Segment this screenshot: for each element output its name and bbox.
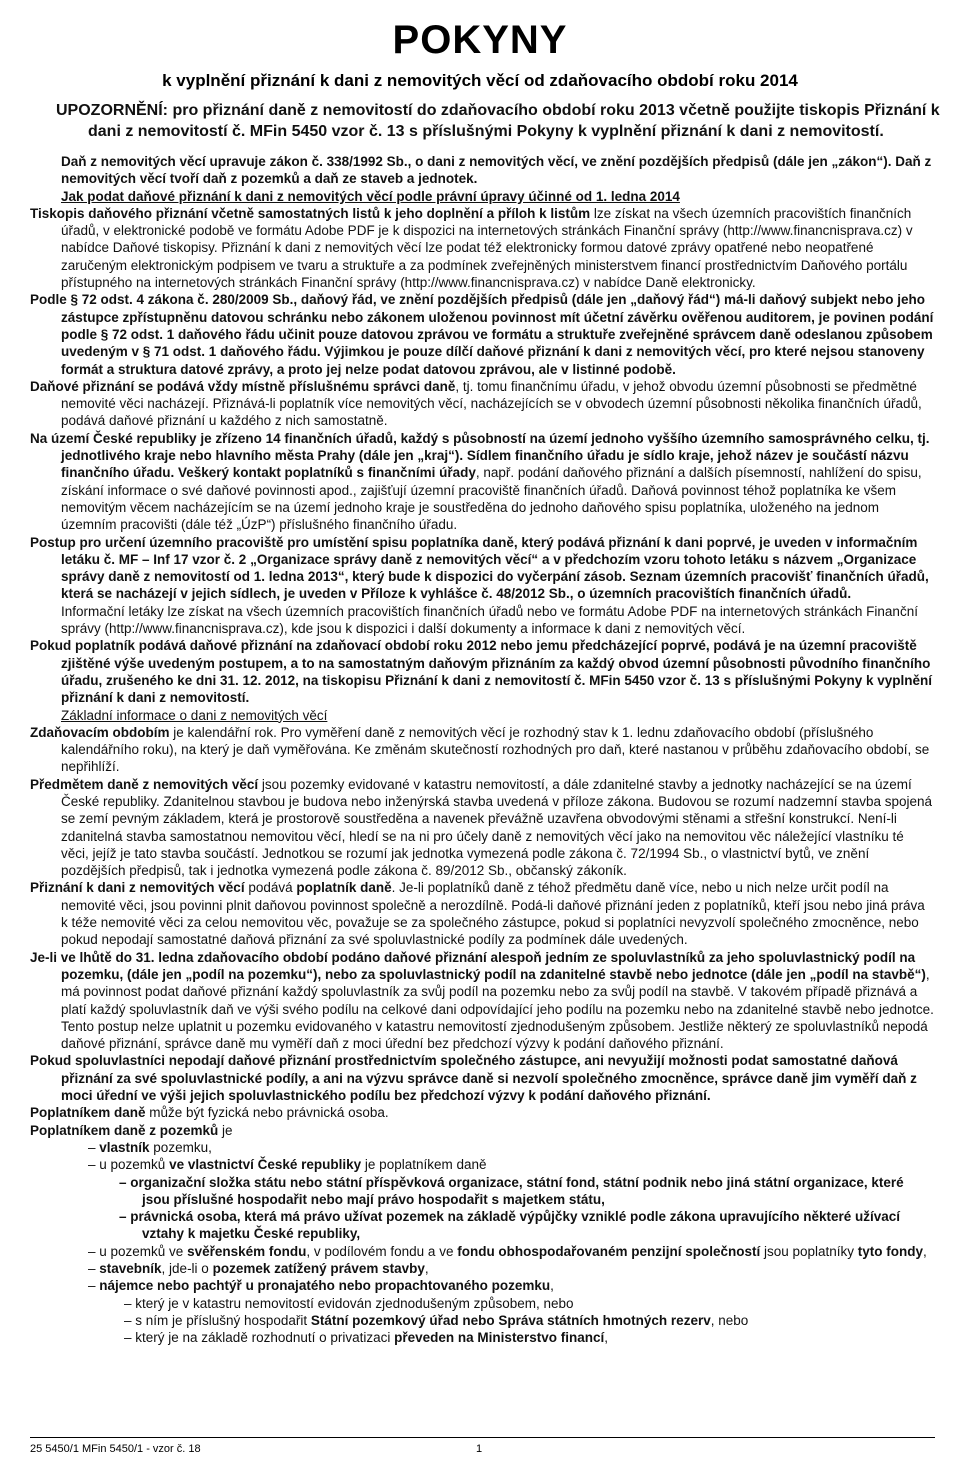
list-item-text: pozemku, [149,1139,212,1155]
list-item-text: , [424,1261,429,1276]
list-item-text: , [923,1243,927,1259]
list-item-text: , v podílovém fondu a ve [306,1243,458,1259]
paragraph-land-taxpayer [30,1122,935,1139]
form-code: 25 5450/1 MFin 5450/1 - vzor č. 18 [30,1443,201,1455]
paragraph-co-owners [30,949,935,1053]
warning-notice: UPOZORNĚNÍ: pro přiznání daně z nemovitostí do zdaňovacího období roku 2013 včetně použijte tiskopis Přiznání k dani z nemovitostí č. MFin 5450 vzor č. 13 s příslušnými Pokyny k vyplnění přiznání k dani z nemovitostí. [56,102,940,140]
paragraph-text: , např. podání daňového přiznání a dalších písemností, nahlížení do spisu, získání informace o své daňové povinnosti apod., zajišťují územní pracoviště finančních úřadů. Daňová povinnost téhož poplatníka ke všem nemovitým věcem nacházejícím se na území jednoho kraje je soustředěna do jednoho daňového spisu poplatníka, uloženého na jednom územním pracovišti (dále též „ÚzP“) příslušného finančního úřadu. [61,465,922,533]
bold-term: svěřenském fondu [187,1243,307,1259]
section-heading-basic-info [30,707,935,724]
intro-text: , o dani z nemovitých věcí, ve znění pozdějších předpisů (dále jen „zákon“). Daň z nemovitých věcí tvoří daň z pozemků a daň ze staveb a jednotek. [61,154,932,187]
document-body [30,153,935,1346]
paragraph-text: , má povinnost podat daňové přiznání každý spoluvlastník za svůj podíl na pozemku nebo za svůj podíl na stavbě. V takovém případě přiznává a platí každý spoluvlastník daň ve výši svého podílu na celkové dani odpovídající jeho podílu na pozemku nebo na zdanitelné stavbě nebo jednotce. Tento postup nelze uplatnit u pozemku evidovaného v katastru nemovitostí zjednodušeným způsobem. Jestliže některý ze spoluvlastníků nepodá daňové přiznání, správce daně mu vyměří daň z moci úřední bez předchozí výzvy k podání daňového přiznání. [61,966,934,1052]
list-item-text: organizační složka státu nebo státní příspěvková organizace, státní fond, státní podnik nebo jiná státní organizace, které jsou příslušné hospodařit nebo mají právo hospodařit s majetkem státu, [130,1174,904,1207]
paragraph-first-filing: Pokud poplatník podává daňové přiznání na zdaňovací období roku 2012 nebo jemu předcházející poprvé, podává je na územní pracoviště zjištěné výše uvedeným postupem, a to na samostatným daňovým přiznáním za každý obvod územní působnosti původního finančního úřadu, zrušeného ke dni 31. 12. 2012, na tiskopisu Přiznání k dani z nemovitostí č. MFin 5450 vzor č. 13 s příslušnými Pokyny k vyplnění přiznání k dani z nemovitostí. [30,638,933,706]
bold-lead: Zdaňovacím obdobím [30,724,170,740]
bold-lead: Podle § 72 odst. 4 zákona č. 280/2009 Sb. [30,292,294,308]
footer-divider [30,1437,935,1438]
paragraph-local-authority [30,378,935,430]
list-item: – u pozemků ve svěřenském fondu, v podílovém fondu a ve fondu obhospodařovaném penzijní společností jsou poplatníky tyto fondy, [88,1243,927,1259]
bold-term: nájemce nebo pachtýř u pronajatého nebo propachtovaného pozemku [99,1278,551,1294]
paragraph-tax-subject [30,776,935,880]
law-reference: Daň z nemovitých věcí upravuje zákon č. 338/1992 Sb. [61,154,408,169]
intro-paragraph [30,153,935,188]
paragraph-who-files [30,879,935,948]
list-item-text: , [550,1278,554,1294]
page-number: 1 [476,1443,483,1455]
list-item-text: právnická osoba, která má právo užívat pozemek na základě výpůjčky vzniklé podle zákona upravujícího některé užívací vztahy k majetku České republiky, [130,1209,901,1242]
list-subitem: – organizační složka státu nebo státní příspěvková organizace, státní fond, státní podnik nebo jiná státní organizace, které jsou příslušné hospodařit nebo mají právo hospodařit s majetkem státu, [119,1174,904,1207]
bold-term: tyto fondy [857,1243,924,1259]
list-item-text: je poplatníkem daně [361,1157,487,1173]
bold-term: pozemek zatížený právem stavby [212,1261,425,1276]
paragraph-text: podává [244,880,297,896]
bold-term: stavebník [99,1261,162,1276]
list-item-text: který je na základě rozhodnutí o privatizaci [135,1330,395,1346]
list-item-text: , jde-li o [161,1261,213,1276]
list-item-text: jsou poplatníky [760,1243,858,1259]
list-subitem: – právnická osoba, která má právo užívat pozemek na základě výpůjčky vzniklé podle zákona upravujícího některé užívací vztahy k majetku České republiky, [119,1209,901,1242]
page-subtitle: k vyplnění přiznání k dani z nemovitých věcí od zdaňovacího období roku 2014 [162,71,798,90]
paragraph-text: může být fyzická nebo právnická osoba. [145,1105,389,1121]
list-item-text: u pozemků [99,1157,170,1173]
paragraph-text: lze získat na všech územních pracovištích finančních úřadů, v elektronické podobě ve formátu Adobe PDF je k dispozici na internetových stránkách Finanční správy (http://www.financnisprava.cz) v nabídce Daňové tiskopisy. Přiznání k dani z nemovitých věcí lze podat též elektronicky formou datové zprávy opatřené nebo neopatřené zaručeným elektronickým podpisem ve tvaru a struktuře a za podmínek zveřejněných ministerstvem financí prostřednictvím Daňového portálu přístupného na internetových stránkách Finanční správy (http://www.financnisprava.cz) v nabídce Daně elektronicky. [61,205,913,291]
bold-lead: Postup pro určení územního pracoviště pro umístění spisu poplatníka daně, který podává přiznání k dani poprvé, je uveden v informačním letáku č. MF – Inf 17 vzor č. 2 „Organizace správy daně z nemovitých věcí“ a v předchozím vzoru tohoto letáku s názvem „Organizace správy daně z nemovitostí od 1. ledna 2013“, který bude k dispozici do vyčerpání zásob. Seznam územních pracovišť finančních úřadů, která se nacházejí v jejich sídlech, je uveden v Příloze k vyhlášce č. 48/2012 Sb., o územních pracovištích finančních úřadů. [30,534,929,602]
bold-lead: Na území České republiky je zřízeno 14 finančních úřadů, každý s působností na území jednoho vyššího územního samosprávného celku, tj. jednotlivého kraje nebo hlavního města Prahy (dále jen „kraj“). Sídlem finančního úřadu je sídlo kraje, jehož název je součástí názvu finančního úřadu. Veškerý kontakt poplatníků s finančními úřady [30,430,930,481]
paragraph-co-owners-default: Pokud spoluvlastníci nepodají daňové přiznání prostřednictvím společného zástupce, ani nevyužijí možnosti podat samostatné daňová přiznání za své spoluvlastnické podíly, a ani na výzvu správce daně si nezvolí společného zmocněnce, správce daně jim vyměří daň z moci úřední ve výši jejich spoluvlastnického podílu bez předchozí výzvy k podání daňového přiznání. [30,1053,917,1104]
paragraph-text: , tj. tomu finančnímu úřadu, v jehož obvodu územní působnosti se předmětné nemovité věci nacházejí. Přiznává-li poplatník více nemovitých věcí, nacházejících se v obvodech územní působnosti několika finančních úřadů, podává daňové přiznání u každého z nich samostatně. [61,378,922,429]
list-item-text: u pozemků ve [99,1243,188,1259]
bold-lead: Předmětem daně z nemovitých věcí [30,776,259,792]
paragraph-text: , daňový řád, ve znění pozdějších předpisů (dále jen „daňový řád“) má-li daňový subjekt nebo jeho zástupce zpřístupněnu datovou schránku nebo zákonem uloženou povinnost mít účetní závěrku ověřenou auditorem, je povinen podání podle § 72 odst. 1 daňového řádu učinit pouze datovou zprávou ve formátu a struktuře zveřejněné správcem daně odeslanou způsobem uvedeným v § 71 odst. 1 daňového řádu. Výjimkou je pouze dílčí daňové přiznání k dani z nemovitých věcí, pro které nejsou stanoveny formát a struktura datové zprávy, a proto jej nelze podat datovou zprávou, ale v listinné podobě. [61,292,934,377]
list-item-text: s ním je příslušný hospodařit [135,1312,311,1328]
list-item-text: který je v katastru nemovitostí evidován zjednodušeným způsobem, nebo [135,1295,574,1311]
paragraph-forms [30,205,935,291]
list-subitem: – který je v katastru nemovitostí evidován zjednodušeným způsobem, nebo [124,1295,574,1311]
bold-lead: Daňové přiznání se podává vždy místně příslušnému správci daně [30,378,456,394]
paragraph-tax-period [30,724,935,776]
bold-term: převeden na Ministerstvo financí [394,1330,605,1346]
paragraph-procedure [30,534,935,603]
bold-lead: Poplatníkem daně z pozemků [30,1122,219,1138]
paragraph-taxpayer [30,1104,935,1121]
page-title: POKYNY [392,18,568,62]
bold-lead: Je-li ve lhůtě do 31. ledna zdaňovacího období podáno daňové přiznání alespoň jedním ze spoluvlastníků za jeho spoluvlastnický podíl na pozemku, (dále jen „podíl na pozemku“), nebo za spoluvlastnický podíl na zdanitelné stavbě nebo jednotce (dále jen „podíl na stavbě“) [30,949,926,982]
section-heading-text: Jak podat daňové přiznání k dani z nemovitých věcí podle právní úpravy účinné od 1. ledna 2014 [61,188,680,204]
bold-term: Státní pozemkový úřad nebo Správa státních hmotných rezerv [310,1312,711,1328]
bold-term: ve vlastnictví České republiky [169,1157,362,1173]
list-item: – nájemce nebo pachtýř u pronajatého nebo propachtovaného pozemku, [88,1278,554,1294]
list-subitem: – s ním je příslušný hospodařit Státní pozemkový úřad nebo Správa státních hmotných rezerv, nebo [124,1312,749,1328]
bold-term: poplatník daně [296,880,392,896]
section-heading-text: Základní informace o dani z nemovitých věcí [61,707,328,723]
paragraph-leaflets: Informační letáky lze získat na všech územních pracovištích finančních úřadů nebo ve formátu Adobe PDF na internetových stránkách Finanční správy (http://www.financnisprava.cz), kde jsou k dispozici i další dokumenty a informace k dani z nemovitých věcí. [61,603,918,637]
paragraph-text: . Je-li poplatníků daně z téhož předmětu daně více, nebo u nich nelze určit podíl na nemovité věci, jsou povinni plnit daňovou povinnost společně a nerozdílně. Podá-li daňové přiznání jeden z poplatníků, kteří jsou nebo jiná práva k téže nemovité věci za celou nemovitou věc, považuje se za společného zástupce, pokud si poplatníci nevyzvolí společného zmocněnce, nebo pokud nepodají samostatné daňová přiznání za své spoluvlastnické podíly za podmínek dále uvedených. [61,880,925,948]
paragraph-electronic-filing [30,291,935,377]
paragraph-tax-offices [30,430,935,534]
bold-lead: Přiznání k dani z nemovitých věcí [30,880,245,896]
list-item-text: , [604,1330,608,1346]
bold-term: vlastník [99,1139,150,1155]
paragraph-text: je kalendářní rok. Pro vyměření daně z nemovitých věcí je rozhodný stav k 1. lednu zdaňovacího období (příslušného kalendářního roku), na který je daň vyměřována. Ke změnám skutečností rozhodných pro daň, které nastanou v průběhu zdaňovacího období, se nepřihlíží. [61,724,930,775]
list-item-text: , nebo [710,1312,749,1328]
bold-lead: Tiskopis daňového přiznání včetně samostatných listů k jeho doplnění a příloh k listům [30,205,591,221]
list-subitem: – který je na základě rozhodnutí o privatizaci převeden na Ministerstvo financí, [124,1330,608,1346]
paragraph-text: jsou pozemky evidované v katastru nemovitostí, a dále zdanitelné stavby a jednotky nacházející se na území České republiky. Zdanitelnou stavbou je budova nebo inženýrská stavba uvedená v příloze zákona. Budovou se rozumí nadzemní stavba spojená se zemí pevným základem, která je prostorově soustředěna a navenek převážně uzavřena obvodovými stěnami a střešní konstrukcí. Není-li zdanitelná stavba samostatnou nemovitou věcí, hledí se na ni pro účely daně z nemovitých věcí jako na nemovitou věc náležející vlastníku té věci, jejíž je tato stavba součástí. Jednotkou se rozumí jak jednotka vymezená podle zákona č. 72/1994 Sb., o vlastnictví bytů, ve znění pozdějších předpisů, tak i jednotka vymezená podle zákona č. 89/2012 Sb., občanský zákoník. [61,776,933,879]
list-item: – vlastník pozemku, [88,1139,212,1155]
section-heading-filing [30,188,935,205]
bold-lead: Poplatníkem daně [30,1105,146,1121]
paragraph-text: je [218,1122,233,1138]
list-item: – stavebník, jde-li o pozemek zatížený právem stavby, [88,1261,429,1276]
bold-term: fondu obhospodařovaném penzijní společností [457,1243,761,1259]
list-item: – u pozemků ve vlastnictví České republiky je poplatníkem daně [88,1157,487,1173]
